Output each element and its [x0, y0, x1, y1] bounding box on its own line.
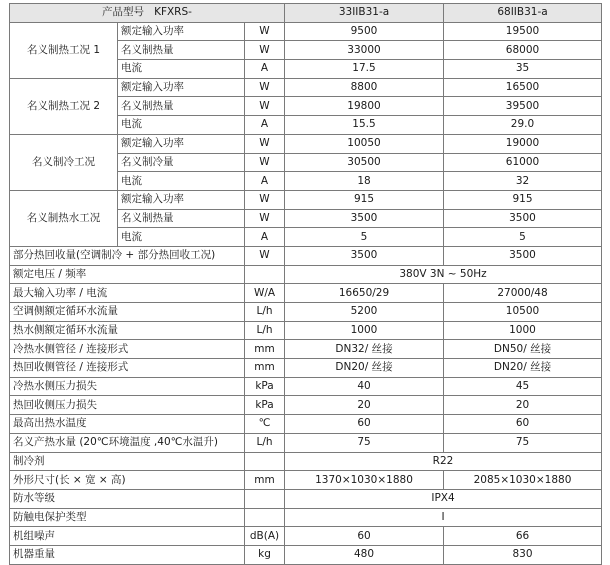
spec-row [10, 321, 602, 340]
spec-row [10, 545, 602, 564]
model-2-value: 45 [444, 377, 602, 396]
model-1-value: 60 [285, 415, 444, 434]
spec-row [10, 471, 602, 490]
row-unit: A [245, 60, 285, 79]
model-2-value: 915 [444, 190, 602, 209]
model-1-value: 8800 [285, 78, 444, 97]
row-label: 热回收侧压力损失 [10, 396, 245, 415]
row-label: 机组噪声 [10, 527, 245, 546]
row-unit [245, 489, 285, 508]
row-label: 名义产热水量 (20℃环境温度 ,40℃水温升) [10, 433, 245, 452]
row-label: 空调侧额定循环水流量 [10, 303, 245, 322]
model-2-value: 61000 [444, 153, 602, 172]
group-row [10, 78, 602, 97]
row-label: 防水等级 [10, 489, 245, 508]
model-1-value: DN32/ 丝接 [285, 340, 444, 359]
merged-value: 380V 3N ~ 50Hz [285, 265, 602, 284]
model-2-value: 20 [444, 396, 602, 415]
row-unit: mm [245, 340, 285, 359]
model-2-value: 830 [444, 545, 602, 564]
group-row [10, 22, 602, 41]
row-label: 额定输入功率 [118, 78, 245, 97]
model-2-value: 3500 [444, 246, 602, 265]
row-label: 额定输入功率 [118, 22, 245, 41]
model-2-value: 29.0 [444, 116, 602, 135]
model-1-value: 30500 [285, 153, 444, 172]
row-unit: L/h [245, 433, 285, 452]
spec-row [10, 265, 602, 284]
model-2-name: 68IIB31-a [444, 4, 602, 23]
spec-row [10, 415, 602, 434]
row-label: 名义制热量 [118, 41, 245, 60]
row-unit: W [245, 134, 285, 153]
model-1-value: 5200 [285, 303, 444, 322]
row-unit: W [245, 153, 285, 172]
model-2-value: 35 [444, 60, 602, 79]
header-row [10, 4, 602, 23]
model-1-value: DN20/ 丝接 [285, 359, 444, 378]
model-label: 产品型号 [102, 6, 145, 19]
row-label: 电流 [118, 60, 245, 79]
row-unit: kPa [245, 396, 285, 415]
spec-row [10, 377, 602, 396]
row-unit: dB(A) [245, 527, 285, 546]
model-1-value: 915 [285, 190, 444, 209]
row-unit: W [245, 41, 285, 60]
model-2-value: 2085×1030×1880 [444, 471, 602, 490]
model-2-value: 32 [444, 172, 602, 191]
spec-row [10, 284, 602, 303]
row-label: 冷热水侧压力损失 [10, 377, 245, 396]
row-unit: W [245, 97, 285, 116]
model-1-value: 5 [285, 228, 444, 247]
model-1-value: 1000 [285, 321, 444, 340]
row-unit: W [245, 246, 285, 265]
row-label: 额定输入功率 [118, 190, 245, 209]
row-unit: A [245, 228, 285, 247]
model-2-value: 60 [444, 415, 602, 434]
model-1-value: 60 [285, 527, 444, 546]
model-1-value: 15.5 [285, 116, 444, 135]
row-label: 热回收侧管径 / 连接形式 [10, 359, 245, 378]
model-2-value: 10500 [444, 303, 602, 322]
row-label: 额定输入功率 [118, 134, 245, 153]
merged-value: R22 [285, 452, 602, 471]
model-2-value: 5 [444, 228, 602, 247]
model-header-cell [10, 4, 285, 23]
row-unit [245, 452, 285, 471]
spec-row [10, 489, 602, 508]
model-1-value: 18 [285, 172, 444, 191]
model-2-value: 39500 [444, 97, 602, 116]
group-name: 名义制冷工况 [10, 134, 118, 190]
model-2-value: DN20/ 丝接 [444, 359, 602, 378]
model-2-value: 68000 [444, 41, 602, 60]
model-1-value: 17.5 [285, 60, 444, 79]
model-2-value: 19500 [444, 22, 602, 41]
spec-row [10, 340, 602, 359]
model-1-value: 3500 [285, 246, 444, 265]
model-1-value: 480 [285, 545, 444, 564]
spec-table-body [10, 4, 602, 565]
row-label: 制冷剂 [10, 452, 245, 471]
model-2-value: 16500 [444, 78, 602, 97]
spec-row [10, 433, 602, 452]
row-label: 冷热水侧管径 / 连接形式 [10, 340, 245, 359]
row-unit: mm [245, 359, 285, 378]
model-1-value: 9500 [285, 22, 444, 41]
model-2-value: 1000 [444, 321, 602, 340]
row-label: 防触电保护类型 [10, 508, 245, 527]
model-1-value: 10050 [285, 134, 444, 153]
row-unit: kPa [245, 377, 285, 396]
group-name: 名义制热工况 1 [10, 22, 118, 78]
model-1-value: 75 [285, 433, 444, 452]
row-unit [245, 508, 285, 527]
spec-table [9, 3, 602, 565]
spec-row [10, 396, 602, 415]
model-1-name: 33IIB31-a [285, 4, 444, 23]
row-unit: ℃ [245, 415, 285, 434]
row-unit: W [245, 78, 285, 97]
row-label: 名义制热量 [118, 97, 245, 116]
row-unit: kg [245, 545, 285, 564]
row-unit: W [245, 22, 285, 41]
row-unit: W/A [245, 284, 285, 303]
spec-row [10, 303, 602, 322]
group-name: 名义制热水工况 [10, 190, 118, 246]
row-label: 电流 [118, 228, 245, 247]
spec-row [10, 452, 602, 471]
row-label: 外形尺寸(长 × 宽 × 高) [10, 471, 245, 490]
row-unit: W [245, 190, 285, 209]
row-unit: L/h [245, 321, 285, 340]
row-label: 名义制冷量 [118, 153, 245, 172]
spec-row [10, 359, 602, 378]
row-label: 电流 [118, 116, 245, 135]
model-2-value: 3500 [444, 209, 602, 228]
row-label: 最高出热水温度 [10, 415, 245, 434]
row-label: 额定电压 / 频率 [10, 265, 245, 284]
row-unit: A [245, 116, 285, 135]
spec-row [10, 246, 602, 265]
row-label: 名义制热量 [118, 209, 245, 228]
spec-row [10, 527, 602, 546]
row-label: 部分热回收量(空调制冷 + 部分热回收工况) [10, 246, 245, 265]
row-label: 机器重量 [10, 545, 245, 564]
model-series: KFXRS- [154, 6, 192, 19]
spec-row [10, 508, 602, 527]
row-label: 热水侧额定循环水流量 [10, 321, 245, 340]
model-2-value: 27000/48 [444, 284, 602, 303]
model-1-value: 16650/29 [285, 284, 444, 303]
model-1-value: 19800 [285, 97, 444, 116]
model-1-value: 1370×1030×1880 [285, 471, 444, 490]
row-unit: mm [245, 471, 285, 490]
row-label: 电流 [118, 172, 245, 191]
merged-value: I [285, 508, 602, 527]
row-unit: L/h [245, 303, 285, 322]
group-name: 名义制热工况 2 [10, 78, 118, 134]
merged-value: IPX4 [285, 489, 602, 508]
row-unit [245, 265, 285, 284]
model-2-value: 66 [444, 527, 602, 546]
row-unit: W [245, 209, 285, 228]
model-2-value: 19000 [444, 134, 602, 153]
group-row [10, 190, 602, 209]
model-2-value: 75 [444, 433, 602, 452]
model-1-value: 20 [285, 396, 444, 415]
row-unit: A [245, 172, 285, 191]
model-1-value: 3500 [285, 209, 444, 228]
model-1-value: 33000 [285, 41, 444, 60]
group-row [10, 134, 602, 153]
model-1-value: 40 [285, 377, 444, 396]
row-label: 最大输入功率 / 电流 [10, 284, 245, 303]
model-2-value: DN50/ 丝接 [444, 340, 602, 359]
